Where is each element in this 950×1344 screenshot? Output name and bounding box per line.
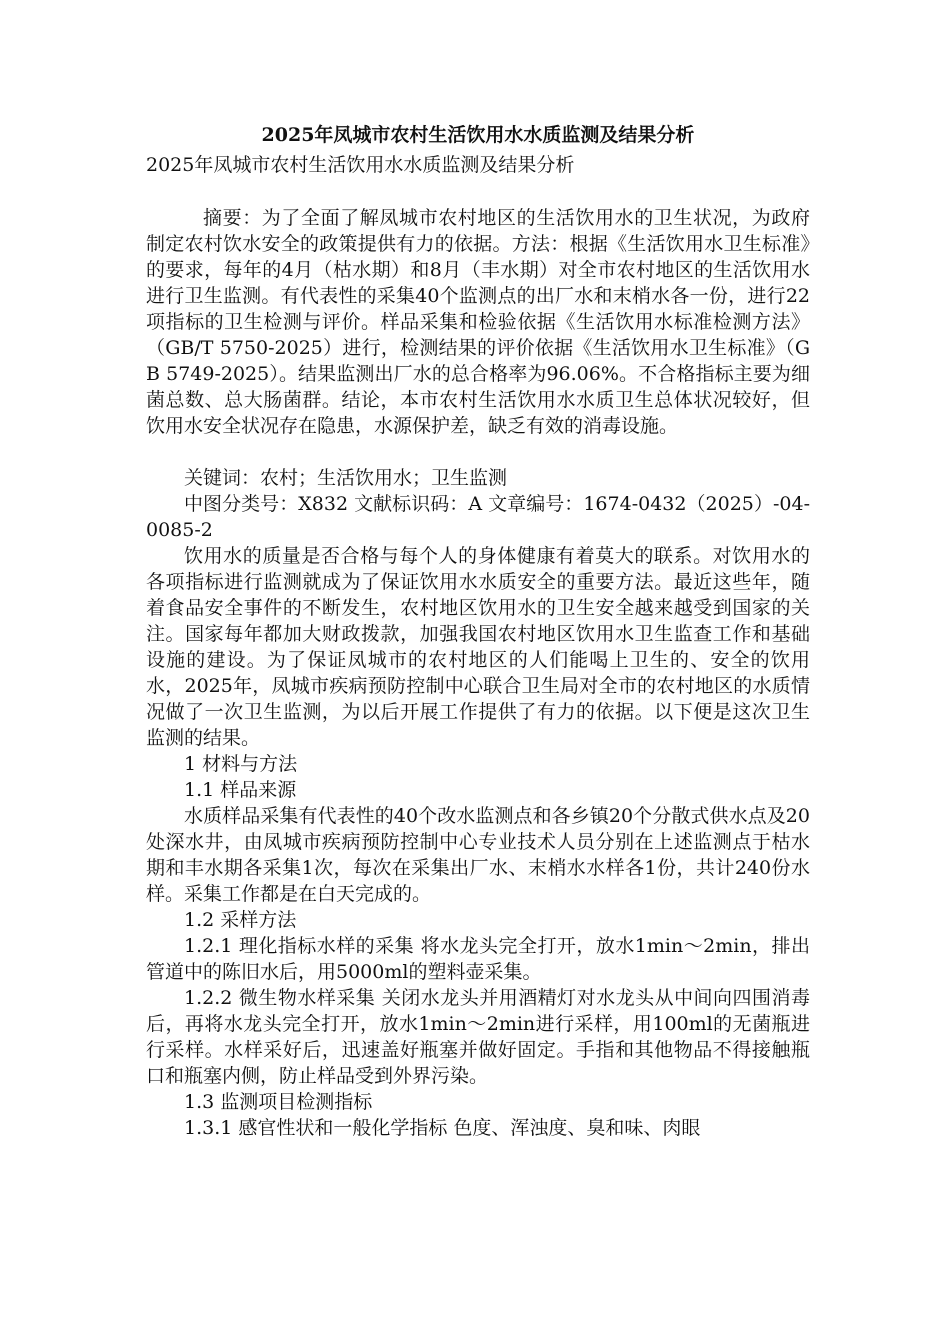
section-heading-1: 1 材料与方法 bbox=[184, 753, 298, 775]
microbial-sampling-paragraph: 1.2.2 微生物水样采集 关闭水龙头并用酒精灯对水龙头从中间向四围消毒后，再将水龙头完全打开，放水1min～2min进行采样，用100ml的无菌瓶进行采样。水样采好后，迅速盖好瓶塞并做好固定。手指和其他物品不得接触瓶口和瓶塞内侧，防止样品受到外界污染。 bbox=[146, 987, 810, 1087]
section-heading-1-3: 1.3 监测项目检测指标 bbox=[184, 1091, 373, 1113]
section-heading-1-1: 1.1 样品来源 bbox=[184, 779, 297, 801]
document-title: 2025年凤城市农村生活饮用水水质监测及结果分析 bbox=[261, 124, 695, 146]
section-heading-1-2: 1.2 采样方法 bbox=[184, 909, 297, 931]
physchem-sampling-paragraph: 1.2.1 理化指标水样的采集 将水龙头完全打开，放水1min～2min，排出管道中的陈旧水后，用5000ml的塑料壶采集。 bbox=[146, 935, 810, 983]
classification-line: 中图分类号：X832 文献标识码：A 文章编号：1674-0432（2025）-04-0085-2 bbox=[146, 493, 810, 541]
spacer bbox=[146, 439, 810, 465]
abstract-paragraph: 摘要：为了全面了解凤城市农村地区的生活饮用水的卫生状况，为政府制定农村饮水安全的政策提供有力的依据。方法：根据《生活饮用水卫生标准》的要求，每年的4月（枯水期）和8月（丰水期）对全市农村地区的生活饮用水进行卫生监测。有代表性的采集40个监测点的出厂水和末梢水各一份，进行22项指标的卫生检测与评价。样品采集和检验依据《生活饮用水标准检测方法》（GB/T 5750-2025）进行，检测结果的评价依据《生活饮用水卫生标准》（GB 5749-2025）。结果监测出厂水的总合格率为96.06%。不合格指标主要为细菌总数、总大肠菌群。结论，本市农村生活饮用水水质卫生总体状况较好，但饮用水安全状况存在隐患，水源保护差，缺乏有效的消毒设施。 bbox=[146, 207, 810, 437]
sensory-indicators-paragraph: 1.3.1 感官性状和一般化学指标 色度、浑浊度、臭和味、肉眼 bbox=[184, 1117, 701, 1139]
intro-paragraph: 饮用水的质量是否合格与每个人的身体健康有着莫大的联系。对饮用水的各项指标进行监测就成为了保证饮用水水质安全的重要方法。最近这些年，随着食品安全事件的不断发生，农村地区饮用水的卫生安全越来越受到国家的关注。国家每年都加大财政拨款，加强我国农村地区饮用水卫生监查工作和基础设施的建设。为了保证凤城市的农村地区的人们能喝上卫生的、安全的饮用水，2025年，凤城市疾病预防控制中心联合卫生局对全市的农村地区的水质情况做了一次卫生监测，为以后开展工作提供了有力的依据。以下便是这次卫生监测的结果。 bbox=[146, 545, 810, 749]
sample-source-paragraph: 水质样品采集有代表性的40个改水监测点和各乡镇20个分散式供水点及20处深水井，由凤城市疾病预防控制中心专业技术人员分别在上述监测点于枯水期和丰水期各采集1次，每次在采集出厂水、末梢水水样各1份，共计240份水样。采集工作都是在白天完成的。 bbox=[146, 805, 810, 905]
keywords-line: 关键词：农村；生活饮用水；卫生监测 bbox=[184, 467, 508, 489]
document-subtitle: 2025年凤城市农村生活饮用水水质监测及结果分析 bbox=[146, 154, 575, 176]
